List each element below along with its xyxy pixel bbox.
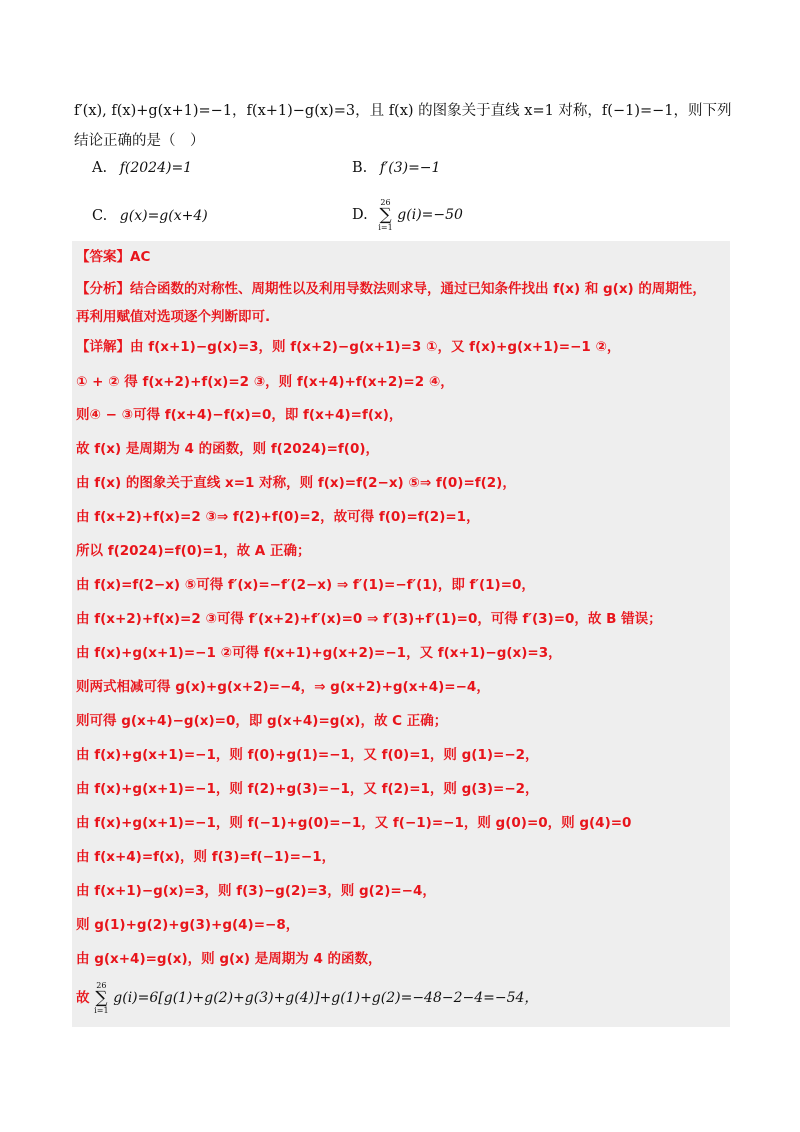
question-stem [74, 96, 734, 156]
answer-line: 由 f(x+4)=f(x)，则 f(3)=f(−1)=−1， [76, 849, 336, 865]
option-d-expr: g(i)=−50 [397, 207, 463, 223]
answer-line: 由 f(x)+g(x+1)=−1，则 f(−1)+g(0)=−1，又 f(−1)=−1，则 g(0)=0，则 g(4)=0 [76, 815, 632, 831]
option-d-sum-top: 26 [380, 198, 391, 207]
answer-line: 所以 f(2024)=f(0)=1，故 A 正确； [76, 543, 311, 559]
answer-line: 由 f(x)+g(x+1)=−1，则 f(0)+g(1)=−1，又 f(0)=1，则 g(1)=−2， [76, 747, 539, 763]
option-a [92, 160, 192, 176]
option-b-expr: f′(3)=−1 [379, 160, 441, 176]
option-d-sum-bottom: i=1 [378, 223, 393, 232]
question-line-1: f′(x), f(x)+g(x+1)=−1，f(x+1)−g(x)=3，且 f(x) 的图象关于直线 x=1 对称，f(−1)=−1，则下列 [74, 103, 732, 119]
option-b [352, 160, 440, 176]
answer-line: 由 f(x)=f(2−x) ⑤可得 f′(x)=−f′(2−x) ⇒ f′(1)=−f′(1)，即 f′(1)=0， [76, 577, 535, 593]
final-sum-top: 26 [96, 981, 107, 990]
answer-line: 由 f(x+2)+f(x)=2 ③可得 f′(x+2)+f′(x)=0 ⇒ f′(3)+f′(1)=0，可得 f′(3)=0，故 B 错误； [76, 611, 662, 627]
option-d-label: D. [352, 207, 368, 223]
option-b-label: B. [352, 160, 368, 176]
answer-final-line [76, 981, 538, 1015]
answer-line: 由 f(x+2)+f(x)=2 ③⇒ f(2)+f(0)=2，故可得 f(0)=f(2)=1， [76, 509, 480, 525]
answer-line: 则两式相减可得 g(x)+g(x+2)=−4，⇒ g(x+2)+g(x+4)=−4， [76, 679, 490, 695]
option-c [92, 208, 208, 224]
answer-line: 【分析】结合函数的对称性、周期性以及利用导数法则求导，通过已知条件找出 f(x) 和 g(x) 的周期性， [76, 281, 706, 297]
option-a-expr: f(2024)=1 [119, 160, 193, 176]
answer-line: 则④ − ③可得 f(x+4)−f(x)=0，即 f(x+4)=f(x)， [76, 407, 403, 423]
answer-line: 【答案】AC [76, 249, 151, 265]
answer-line: 【详解】由 f(x+1)−g(x)=3，则 f(x+2)−g(x+1)=3 ①，又 f(x)+g(x+1)=−1 ②， [76, 339, 621, 355]
option-c-label: C. [92, 208, 108, 224]
answer-line: 由 f(x)+g(x+1)=−1，则 f(2)+g(3)=−1，又 f(2)=1，则 g(3)=−2， [76, 781, 539, 797]
answer-final-prefix: 故 [76, 990, 90, 1006]
answer-line: 由 g(x+4)=g(x)，则 g(x) 是周期为 4 的函数， [76, 951, 382, 967]
answer-line: ① + ② 得 f(x+2)+f(x)=2 ③，则 f(x+4)+f(x+2)=2 ④， [76, 374, 454, 390]
final-sum-bottom: i=1 [94, 1006, 109, 1015]
option-d-sum [378, 198, 392, 232]
answer-line: 由 f(x+1)−g(x)=3，则 f(3)−g(2)=3，则 g(2)=−4， [76, 883, 436, 899]
answer-panel [72, 241, 730, 1027]
answer-line: 再利用赋值对选项逐个判断即可. [76, 309, 271, 325]
answer-line: 由 f(x) 的图象关于直线 x=1 对称，则 f(x)=f(2−x) ⑤⇒ f(0)=f(2)， [76, 475, 516, 491]
answer-line: 由 f(x)+g(x+1)=−1 ②可得 f(x+1)+g(x+2)=−1，又 f(x+1)−g(x)=3， [76, 645, 562, 661]
answer-final-expr: g(i)=6[g(1)+g(2)+g(3)+g(4)]+g(1)+g(2)=−48−2−4=−54， [113, 990, 539, 1006]
answer-line: 故 f(x) 是周期为 4 的函数，则 f(2024)=f(0)， [76, 441, 380, 457]
sigma-symbol: ∑ [379, 205, 392, 225]
option-a-label: A. [92, 160, 108, 176]
answer-line: 则可得 g(x+4)−g(x)=0，即 g(x+4)=g(x)，故 C 正确； [76, 713, 448, 729]
question-line-2: 结论正确的是（ ） [74, 133, 205, 149]
final-sum [94, 981, 108, 1015]
option-d [352, 198, 463, 232]
sigma-symbol: ∑ [95, 988, 108, 1008]
answer-line: 则 g(1)+g(2)+g(3)+g(4)=−8， [76, 917, 300, 933]
option-c-expr: g(x)=g(x+4) [119, 208, 208, 224]
